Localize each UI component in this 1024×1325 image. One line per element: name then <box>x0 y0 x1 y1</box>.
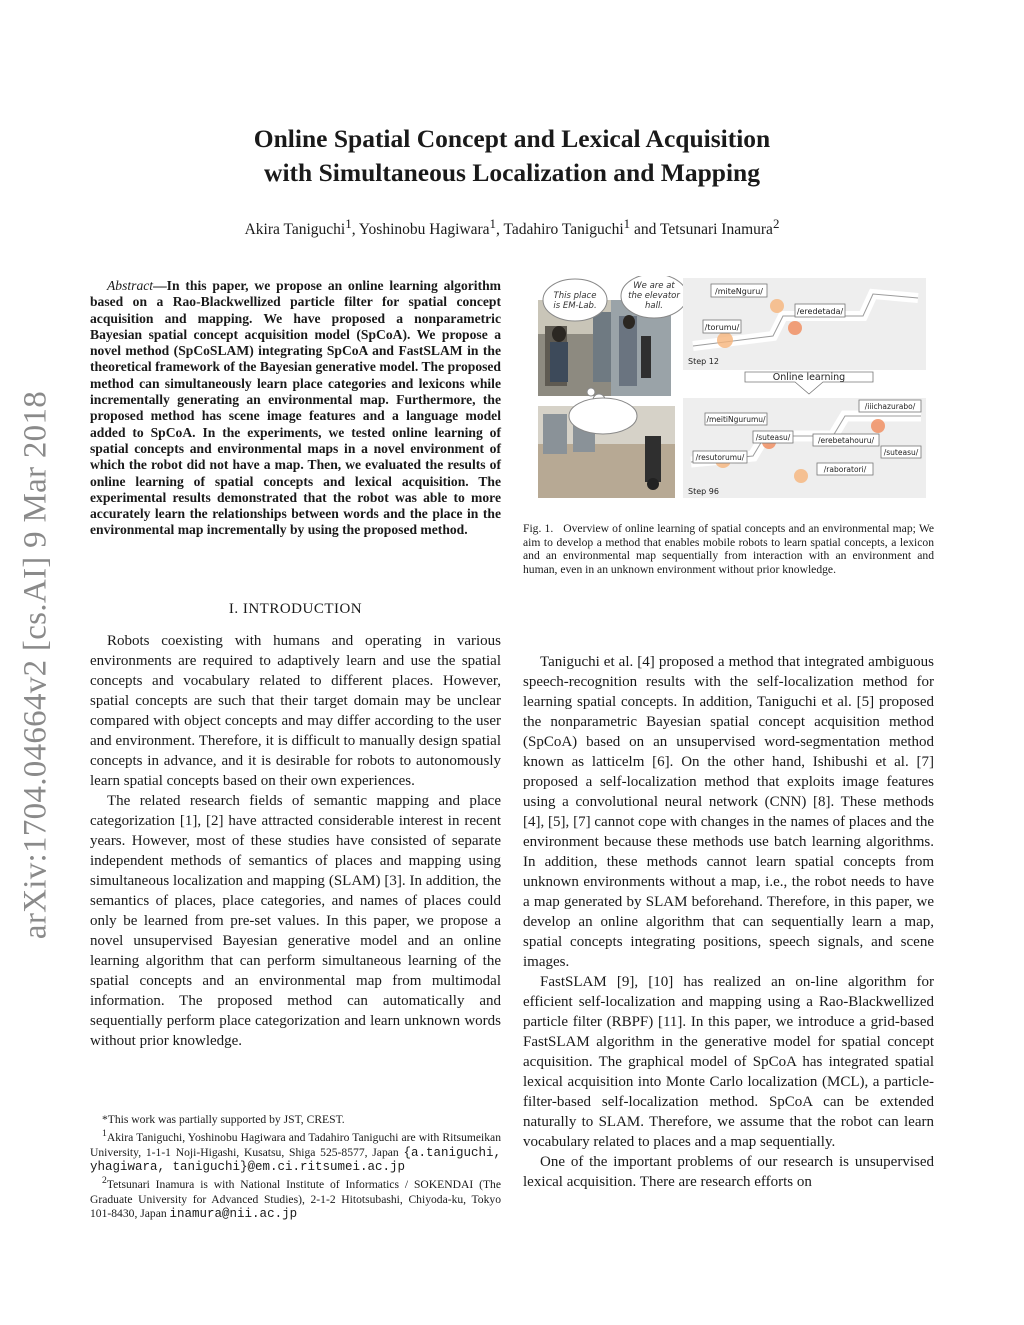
author-name: Tetsunari Inamura <box>659 221 773 239</box>
figure-caption <box>523 522 934 576</box>
step-label: Step 96 <box>688 487 719 496</box>
arxiv-sidebar <box>14 365 58 965</box>
footnote-affiliation-1 <box>90 1127 501 1174</box>
map-label: /suteasu/ <box>883 448 919 457</box>
map-label: /resutorumu/ <box>695 453 745 462</box>
intro-right-column <box>523 652 934 1192</box>
abstract: Abstract—In this paper, we propose an online learning algorithm based on a Rao-Blackwellized particle filter for spatial concept acquisition and mapping. We have proposed a nonparametric Bayesian spatial concept acquisition model (SpCoA). We propose a novel method (SpCoSLAM) integrating SpCoA and FastSLAM in the theoretical framework of the Bayesian generative model. The proposed method can simultaneously learn place categories and lexicons while incrementally generating an environmental map. Furthermore, the proposed method has scene image features and a language model added to SpCoA. In the experiments, we tested online learning of spatial concepts and environmental maps in a novel environment of which the robot did not have a map. Then, we evaluated the results of online learning of spatial concepts and lexical acquisition. The experimental results demonstrated that the robot was able to more accurately learn the relationships between words and the place in the environmental map incrementally by using the proposed method. <box>90 278 501 538</box>
author-name: Akira Taniguchi <box>244 221 346 239</box>
bubble-2-line-3: hall. <box>644 301 664 311</box>
footnote-mark: 2 <box>102 1175 107 1187</box>
abstract-text: In this paper, we propose an online learning algorithm based on a Rao-Blackwellized particle filter for spatial concept acquisition and mapping. We have proposed a nonparametric Bayesian spatial concept acquisition model (SpCoA). We propose a novel method (SpCoSLAM) integrating SpCoA and FastSLAM in the theoretical framework of the Bayesian generative model. The proposed method can simultaneously learn place categories and lexicons while incrementally generating an environmental map. Furthermore, the proposed method has scene image features and a language model added to SpCoA. In the experiments, we tested online learning of spatial concepts and environmental maps in a novel environment of which the robot did not have a map. Then, we evaluated the results of online learning of spatial concepts and lexical acquisition. The experimental results demonstrated that the robot was able to more accurately learn the relationships between words and the place in the environmental map incrementally by using the proposed method. <box>90 278 501 538</box>
title-line-1: Online Spatial Concept and Lexical Acquisition <box>253 124 771 153</box>
abstract-label: Abstract <box>107 278 154 293</box>
author-name: Tadahiro Taniguchi <box>503 221 624 239</box>
footnote-text: Tetsunari Inamura is with National Institute of Informatics / SOKENDAI (The Graduate University for Advanced Studies), 2-1-2 Hitotsubashi, Chiyoda-ku, Tokyo 101-8430, Japan <box>90 1178 501 1221</box>
bubble-1-line-1: This place <box>553 291 597 301</box>
map-label: /suteasu/ <box>755 433 791 442</box>
affiliation-mark: 1 <box>345 216 352 231</box>
figure-1 <box>533 276 928 502</box>
caption-text: Overview of online learning of spatial concepts and an environmental map; We aim to develop a method that enables mobile robots to learn spatial concepts, a lexicon and an environmental map sequentially from interaction with an environment and human, even in an unknown environment without prior knowledge. <box>523 522 934 576</box>
paragraph: FastSLAM [9], [10] has realized an on-line algorithm for efficient self-localization and mapping using a Rao-Blackwellized particle filter (RBPF) [11]. In this paper, we introduce a grid-based FastSLAM algorithm in the generative model for spatial concept acquisition. The graphical model of SpCoA has integrated spatial lexical acquisition into Monte Carlo localization (MCL), a particle-filter-based self-localization method. SpCoA can be extended naturally to SLAM. Therefore, we assume that the robot can learn vocabulary related to places and a map sequentially. <box>523 974 934 1150</box>
paper-title <box>0 122 1024 190</box>
footnote-funding: *This work was partially supported by JST, CREST. <box>102 1113 345 1126</box>
footnote-text: Akira Taniguchi, Yoshinobu Hagiwara and Tadahiro Taniguchi are with Ritsumeikan University, 1-1-1 Noji-Higashi, Kusatsu, Shiga 525-8577, Japan <box>90 1131 501 1159</box>
paragraph: Taniguchi et al. [4] proposed a method that integrated ambiguous speech-recognition results with the self-localization method for learning spatial concepts. In addition, Taniguchi et al. [5] proposed the nonparametric Bayesian spatial concept acquisition method (SpCoA) based on an unsupervised word-segmentation method known as latticelm [6]. On the other hand, Ishibushi et al. [7] proposed a self-localization method that exploits image features using a convolutional neural network (CNN) [8]. These methods [4], [5], [7] cannot cope with changes in the names of places and the environment because these methods use batch learning algorithms. In addition, these methods cannot learn spatial concepts from unknown environments without a map, i.e., the robot needs to have a map generated by SLAM beforehand. Therefore, in this paper, we develop an online algorithm that can sequentially learn a map, spatial concepts integrating positions, speech signals, and scene images. <box>523 654 934 970</box>
caption-label: Fig. 1. <box>523 522 554 535</box>
speech-bubble-2 <box>621 276 687 318</box>
map-label: /torumu/ <box>704 323 740 332</box>
step-label: Step 12 <box>688 357 719 366</box>
intro-left-column <box>90 631 501 1051</box>
section-heading-introduction: I. INTRODUCTION <box>228 601 363 617</box>
paragraph: Robots coexisting with humans and operating in various environments are required to adaptively learn and use the spatial concepts and vocabulary related to different places. However, spatial concepts are such that their target domain may be unclear compared with object concepts and may differ according to the user and environment. Therefore, it is difficult to manually design spatial concepts in advance, and it is desirable for robots to autonomously learn spatial concepts based on their own experiences. <box>90 633 501 789</box>
map-label: /meitiNgurumu/ <box>706 415 766 424</box>
affiliation-mark: 2 <box>772 216 780 231</box>
footnote-affiliation-2 <box>90 1174 501 1221</box>
footnote-mark: 1 <box>102 1128 107 1140</box>
affiliation-mark: 1 <box>489 216 496 231</box>
bubble-2-line-2: the elevator <box>628 291 680 301</box>
map-label: /iiichazurabo/ <box>864 402 916 411</box>
map-label: /erebetahouru/ <box>817 436 875 445</box>
footnote-email: inamura@nii.ac.jp <box>169 1207 298 1222</box>
author-list <box>0 216 1024 239</box>
footnotes <box>90 1113 501 1222</box>
map-label: /eredetada/ <box>796 307 844 316</box>
affiliation-mark: 1 <box>623 216 631 231</box>
arxiv-identifier: arXiv:1704.04664v2 [cs.AI] 9 Mar 2018 <box>17 390 54 940</box>
bubble-2-line-1: We are at <box>633 281 675 291</box>
author-separator: , <box>495 221 504 239</box>
footnote-email: {a.taniguchi, yhagiwara, taniguchi}@em.ci.ritsumei.ac.jp <box>90 1145 501 1175</box>
author-separator: and <box>630 221 660 239</box>
map-label: /miteNguru/ <box>715 287 763 296</box>
speech-bubble-1 <box>543 279 607 321</box>
title-line-2: with Simultaneous Localization and Mapping <box>264 158 760 187</box>
paragraph: The related research fields of semantic mapping and place categorization [1], [2] have attracted considerable interest in recent years. However, most of these studies have consisted of separate independent methods of semantics of places and mapping using simultaneous localization and mapping (SLAM) [3]. In addition, the semantics of places, place categories, and names of places could only be learned from pre-set values. In this paper, we propose a novel unsupervised Bayesian generative model and an online learning algorithm that can perform simultaneous learning of the spatial concepts and an environmental map from multimodal information. The proposed method can automatically and sequentially perform place categorization and learn unknown words without prior knowledge. <box>90 793 501 1049</box>
map-label: /raboratori/ <box>823 465 867 474</box>
paragraph: One of the important problems of our research is unsupervised lexical acquisition. There are research efforts on <box>523 1154 934 1190</box>
author-name: Yoshinobu Hagiwara <box>358 221 490 239</box>
online-learning-label: Online learning <box>772 372 846 383</box>
bubble-1-line-2: is EM-Lab. <box>553 301 597 311</box>
author-separator: , <box>351 221 359 239</box>
